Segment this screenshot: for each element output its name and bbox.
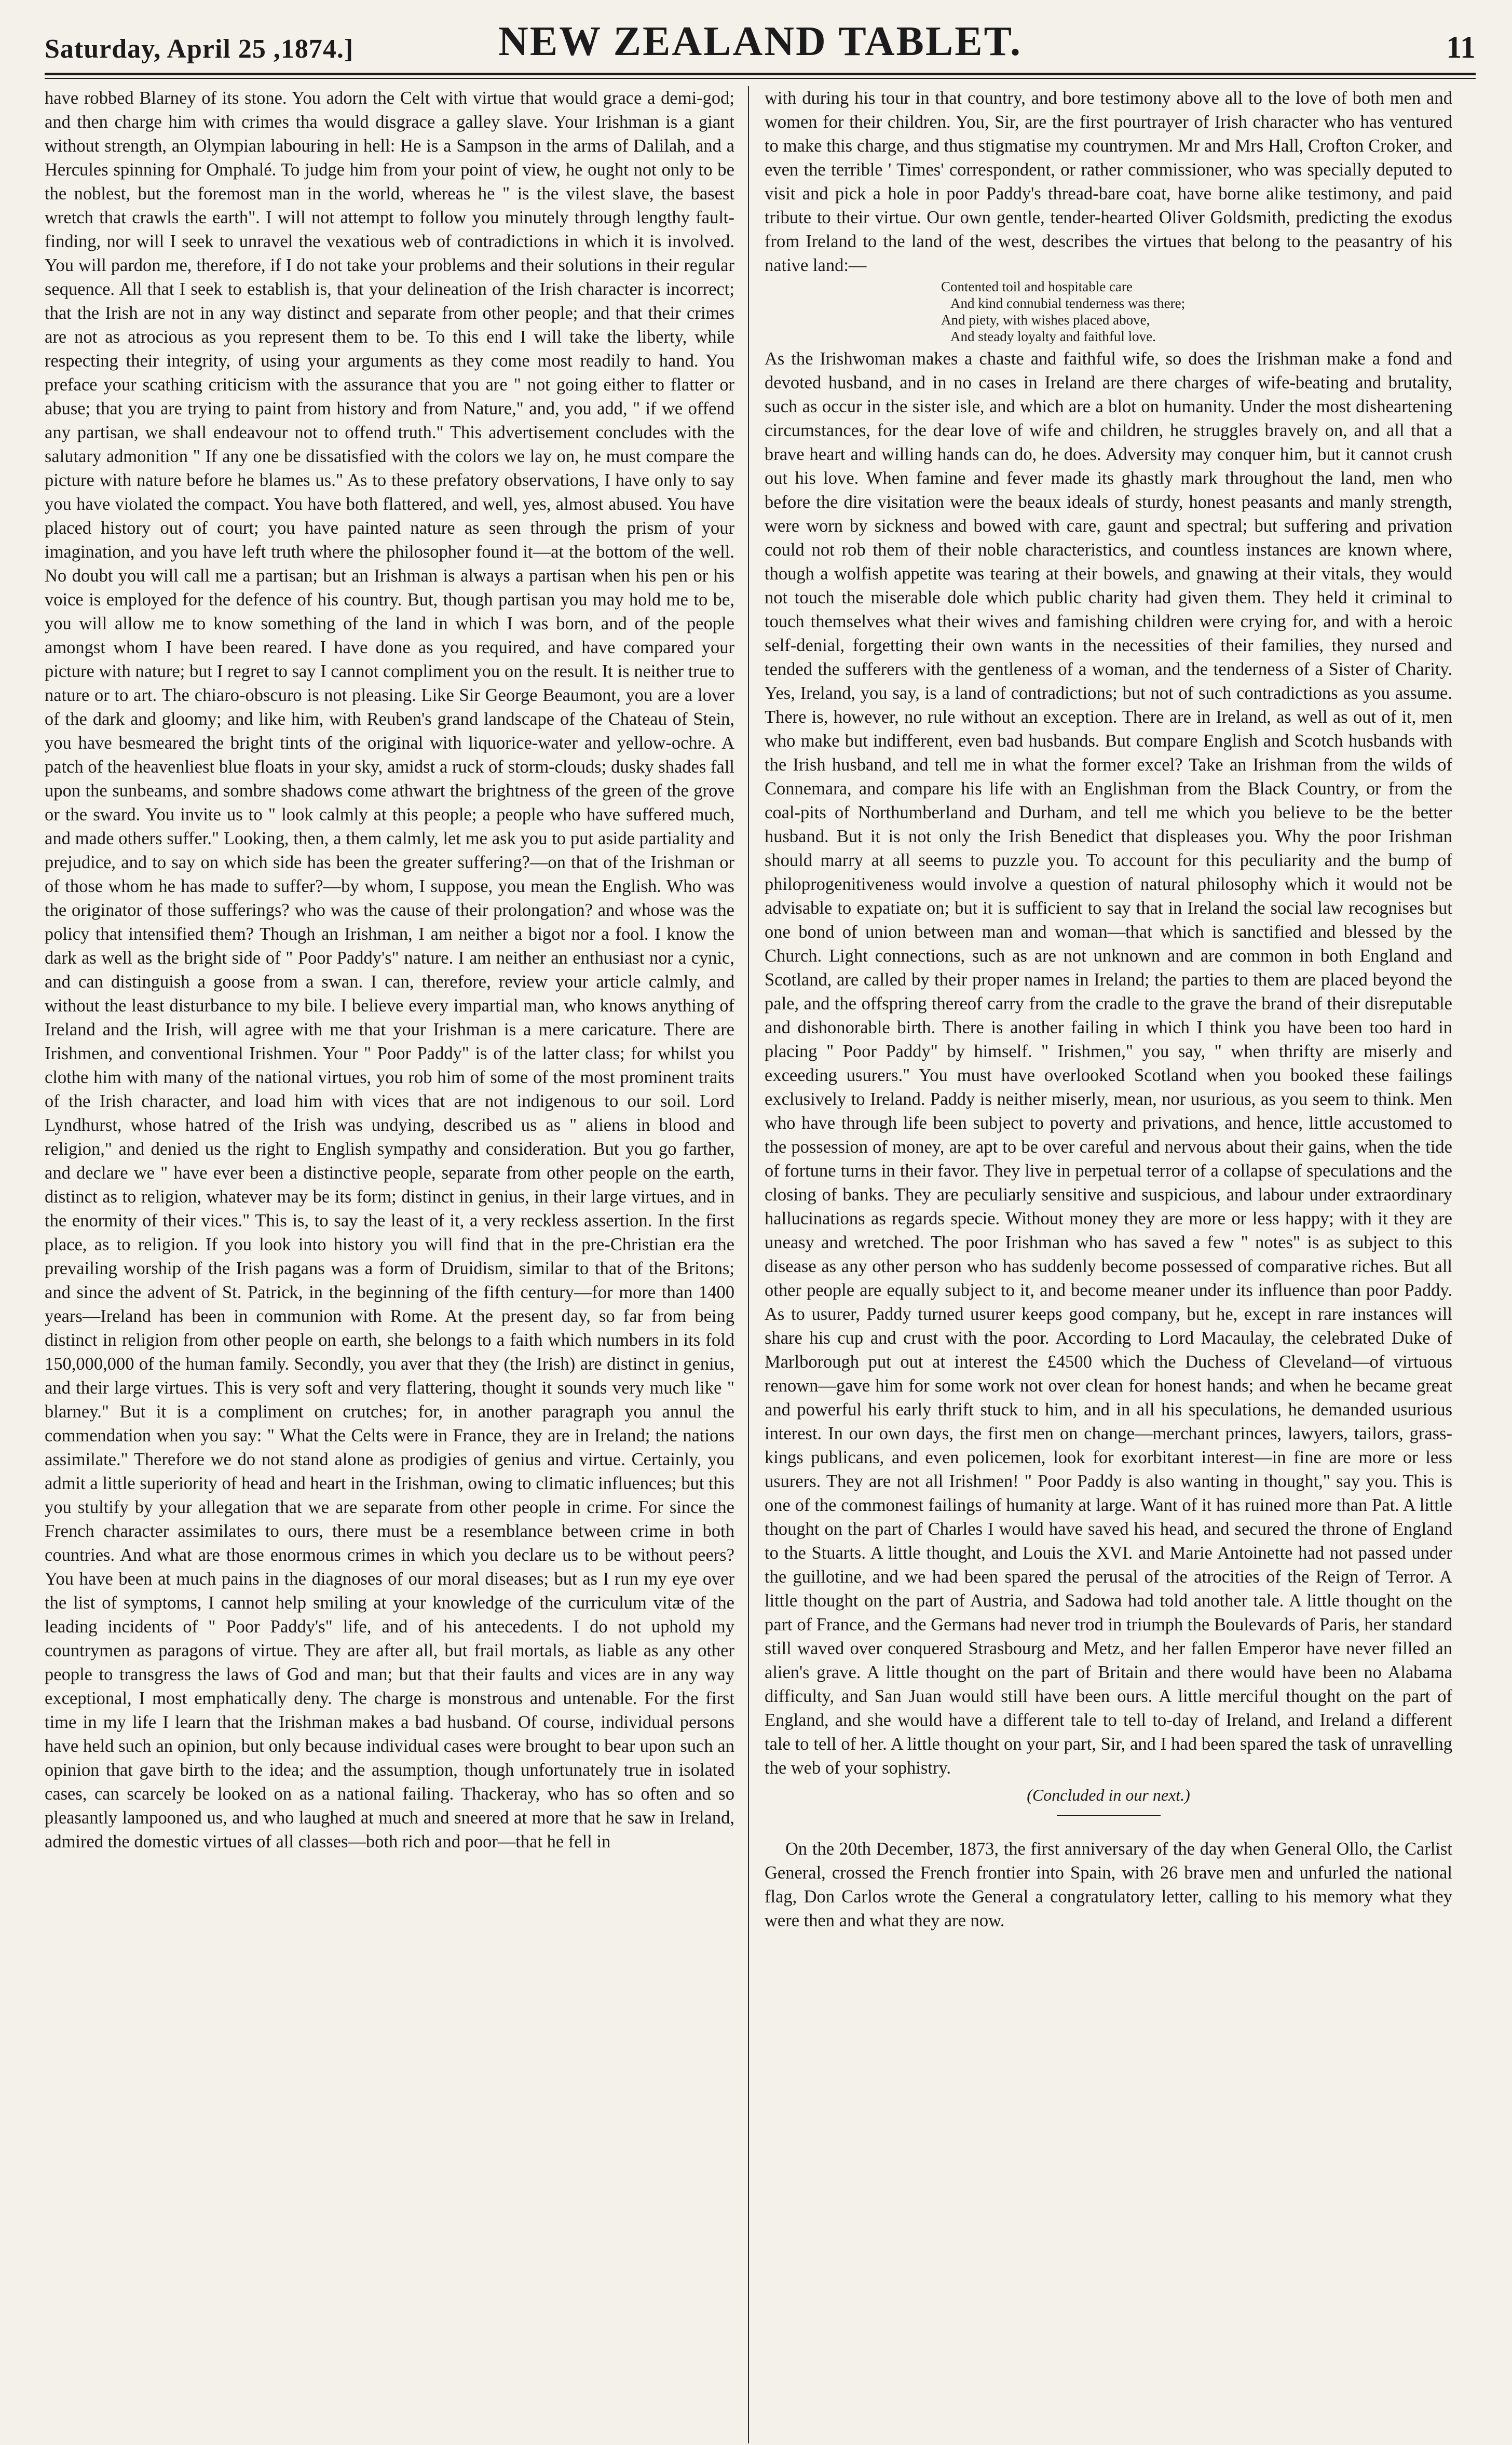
page-number: 11 — [1446, 30, 1476, 64]
article-columns — [45, 86, 1476, 2443]
masthead-rule-thin — [45, 78, 1476, 79]
issue-date: Saturday, April 25 ,1874.] — [45, 34, 354, 64]
masthead-rule — [45, 73, 1476, 75]
left-column-text: have robbed Blarney of its stone. You adorn the Celt with virtue that would grace a demi-god; and then charge him with crimes tha would disgrace a galley slave. Your Irishman is a giant without strength, an Olympian labouring in hell: He is a Sampson in the arms of Dalilah, and a Hercules spinning for Omphalé. To judge him from your point of view, he ought not only to be the noblest, but the foremost man in the world, whereas he " is the vilest slave, the basest wretch that crawls the earth". I will not attempt to follow you minutely through lengthy fault-finding, nor will I seek to unravel the vexatious web of contradictions in which it is involved. You will pardon me, therefore, if I do not take your problems and their solutions in their regular sequence. All that I seek to establish is, that your delineation of the Irish character is incorrect; that the Irish are not in any way distinct and separate from other people; and that their crimes are not as atrocious as you represent them to be. To this end I will take the liberty, while respecting their integrity, of using your arguments as they come most readily to hand. You preface your scathing criticism with the assurance that you are " not going either to flatter or abuse; that you are trying to paint from history and from Nature," and, you add, " if we offend any partisan, we shall endeavour not to offend truth." This advertisement concludes with the salutary admonition " If any one be dissatisfied with the colors we lay on, he must compare the picture with nature before he blames us." As to these prefatory observations, I have only to say you have violated the compact. You have both flattered, and well, yes, almost abused. You have placed history out of court; you have painted nature as seen through the prism of your imagination, and you have left truth where the philosopher found it—at the bottom of the well. No doubt you will call me a partisan; but an Irishman is always a partisan when his pen or his voice is employed for the defence of his country. But, though partisan you may hold me to be, you will allow me to know something of the land in which I was born, and of the people amongst whom I have been reared. I have done as you required, and have compared your picture with nature; but I regret to say I cannot compliment you on the result. It is neither true to nature or to art. The chiaro-obscuro is not pleasing. Like Sir George Beaumont, you are a lover of the dark and gloomy; and like him, with Reuben's grand landscape of the Chateau of Stein, you have besmeared the bright tints of the original with liquorice-water and yellow-ochre. A patch of the heavenliest blue floats in your sky, amidst a ruck of storm-clouds; dusky shades fall upon the sunbeams, and sombre shadows come athwart the brightness of the green of the grove or the sward. You invite us to " look calmly at this people; a people who have suffered much, and made others suffer." Looking, then, a them calmly, let me ask you to put aside partiality and prejudice, and to say on which side has been the greater suffering?—on that of the Irishman or of those whom he has made to suffer?—by whom, I suppose, you mean the English. Who was the originator of those sufferings? who was the cause of their prolongation? and whose was the policy that intensified them? Though an Irishman, I am neither a bigot nor a fool. I know the dark as well as the bright side of " Poor Paddy's" nature. I am neither an enthusiast nor a cynic, and can distinguish a goose from a swan. I can, therefore, review your article calmly, and without the least disturbance to my bile. I believe every impartial man, who knows anything of Ireland and the Irish, will agree with me that your Irishman is a mere caricature. There are Irishmen, and conventional Irishmen. Your " Poor Paddy" is of the latter class; for whilst you clothe him with many of the national virtues, you rob him of some of the most prominent traits of the Irish character, and load him with vices that are not indigenous to our soil. Lord Lyndhurst, whose hatred of the Irish was undying, described us as " aliens in blood and religion," and denied us the right to English sympathy and consideration. But you go farther, and declare we " have ever been a distinctive people, separate from other people on the earth, distinct as to religion, whatever may be its form; distinct in genius, in their large virtues, and in the enormity of their vices." This is, to say the least of it, a very reckless assertion. In the first place, as to religion. If you look into history you will find that in the pre-Christian era the prevailing worship of the Irish pagans was a form of Druidism, similar to that of the Britons; and since the advent of St. Patrick, in the beginning of the fifth century—for more than 1400 years—Ireland has been in communion with Rome. At the present day, so far from being distinct in religion from other people on earth, she belongs to a faith which numbers in its fold 150,000,000 of the human family. Secondly, you aver that they (the Irish) are distinct in genius, and their large virtues. This is very soft and very flattering, thought it sounds very much like " blarney." But it is a compliment on crutches; for, in another paragraph you annul the commendation when you say: " What the Celts were in France, they are in Ireland; the nations assimilate." Therefore we do not stand alone as prodigies of genius and virtue. Certainly, you admit a little superiority of head and heart in the Irishman, owing to climatic influences; but this you stultify by your allegation that we are separate from other people in crime. For since the French character assimilates to ours, there must be a resemblance between crime in both countries. And what are those enormous crimes in which you declare us to be without peers? You have been at much pains in the diagnoses of our moral diseases; but as I run my eye over the list of symptoms, I cannot help smiling at your knowledge of the curriculum vitæ of the leading incidents of " Poor Paddy's" life, and of his antecedents. I do not uphold my countrymen as paragons of virtue. They are after all, but frail mortals, as liable as any other people to transgress the laws of God and man; but that their faults and vices are in any way exceptional, I most emphatically deny. The charge is monstrous and untenable. For the first time in my life I learn that the Irishman makes a bad husband. Of course, individual persons have held such an opinion, but only because individual cases were brought to bear upon such an opinion that gave birth to the idea; and the assumption, though unfortunately true in isolated cases, can scarcely be looked on as a national failing. Thackeray, who has so often and so pleasantly lampooned us, and who laughed at much and sneered at more that he saw in Ireland, admired the domestic virtues of all classes—both rich and poor—that he fell in — [45, 88, 734, 1852]
right-paragraph-1: with during his tour in that country, and bore testimony above all to the love of both men and women for their children. You, Sir, are the first pourtrayer of Irish character who has ventured to make this charge, and thus stigmatise my countrymen. Mr and Mrs Hall, Crofton Croker, and even the terrible ' Times' correspondent, or rather commissioner, who was specially deputed to visit and pick a hole in poor Paddy's thread-bare coat, have borne alike testimony, and paid tribute to their virtue. Our own gentle, tender-hearted Oliver Goldsmith, predicting the exodus from Ireland to the land of the west, describes the virtues that belong to the peasantry of his native land:— — [765, 88, 1452, 275]
left-column — [45, 86, 748, 2443]
article-end-rule — [1057, 1815, 1161, 1816]
goldsmith-verse — [941, 278, 1452, 345]
news-item-don-carlos: On the 20th December, 1873, the first anniversary of the day when General Ollo, the Carlist General, crossed the French frontier into Spain, with 26 brave men and unfurled the national flag, Don Carlos wrote the General a congratulatory letter, calling to his memory what they were then and what they are now. — [765, 1839, 1452, 1930]
verse-line: And steady loyalty and faithful love. — [950, 329, 1156, 344]
right-column — [749, 86, 1452, 2443]
verse-line: Contented toil and hospitable care — [941, 279, 1133, 294]
right-paragraph-2: As the Irishwoman makes a chaste and faithful wife, so does the Irishman make a fond and devoted husband, and in no cases in Ireland are there charges of wife-beating and brutality, such as occur in the sister isle, and which are a blot on humanity. Under the most disheartening circumstances, for the dear love of wife and children, he struggles bravely on, and all that a brave heart and willing hands can do, he does. Adversity may conquer him, but it cannot crush out his love. When famine and fever made its ghastly mark throughout the land, men who before the dire visitation were the beaux ideals of sturdy, honest peasants and manly strength, were worn by sickness and bowed with care, gaunt and spectral; but suffering and privation could not rob them of their noble characteristics, and countless instances are known where, though a wolfish appetite was tearing at their bowels, and gnawing at their vitals, they would not touch the miserable dole which public charity had given them. They held it criminal to touch themselves what their wives and famishing children were crying for, and with a heroic self-denial, forgetting their own wants in the necessities of their families, they nursed and tended the sufferers with the gentleness of a woman, and the tenderness of a Sister of Charity. Yes, Ireland, you say, is a land of contradictions; but not of such contradictions as you assume. There is, however, no rule without an exception. There are in Ireland, as well as out of it, men who make but indifferent, even bad husbands. But compare English and Scotch husbands with the Irish husband, and tell me in what the former excel? Take an Irishman from the wilds of Connemara, and compare his life with an Englishman from the Black Country, or from the coal-pits of Northumberland and Durham, and tell me which you believe to be the better husband. But it is not only the Irish Benedict that displeases you. Why the poor Irishman should marry at all seems to puzzle you. To account for this peculiarity and the bump of philoprogenitiveness would involve a question of natural philosophy which it would not be advisable to expatiate on; but it is sufficient to say that in Ireland the social law recognises but one bond of union between man and woman—that which is sanctified and blessed by the Church. Light connections, such as are not unknown and are common in both England and Scotland, are called by their proper names in Ireland; the parties to them are placed beyond the pale, and the offspring thereof carry from the cradle to the grave the brand of their disreputable and dishonorable birth. There is another failing in which I think you have been too hard in placing " Poor Paddy" by himself. " Irishmen," you say, " when thrifty are miserly and exceeding usurers." You must have overlooked Scotland when you booked these failings exclusively to Ireland. Paddy is neither miserly, mean, nor usurious, as you seem to think. Men who have through life been subject to poverty and privations, and hence, little accustomed to the possession of money, are apt to be over careful and nervous about their gains, when the tide of fortune turns in their favor. They live in perpetual terror of a collapse of speculations and the closing of banks. They are peculiarly sensitive and suspicious, and labour under extraordinary hallucinations as regards specie. Without money they are more or less happy; with it they are uneasy and wretched. The poor Irishman who has saved a few " notes" is as subject to this disease as any other person who has suddenly become possessed of comparative riches. But all other people are equally subject to it, and become meaner under its influence than poor Paddy. As to usurer, Paddy turned usurer keeps good company, but he, except in rare instances will share his cup and crust with the poor. According to Lord Macaulay, the celebrated Duke of Marlborough put out at interest the £4500 which the Duchess of Cleveland—of virtuous renown—gave him for some work not over clean for honest hands; and when he became great and powerful his early thrift stuck to him, and in all his speculations, he demanded usurious interest. In our own days, the first men on change—merchant princes, lawyers, tailors, grass-kings publicans, and even policemen, look for exorbitant interest—in fine are more or less usurers. They are not all Irishmen! " Poor Paddy is also wanting in thought," say you. This is one of the commonest failings of humanity at large. Want of it has ruined more than Pat. A little thought on the part of Charles I would have saved his head, and secured the throne of England to the Stuarts. A little thought, and Louis the XVI. and Marie Antoinette had not passed under the guillotine, and we had been spared the perusal of the atrocities of the Reign of Terror. A little thought on the part of Austria, and Sadowa had told another tale. A little thought on the part of France, and the Germans had never trod in triumph the Boulevards of Paris, her standard still waved over conquered Strasbourg and Metz, and her fallen Emperor have never filled an alien's grave. A little thought on the part of Britain and there would have been no Alabama difficulty, and San Juan would still have been ours. A little merciful thought on the part of England, and she would have a different tale to tell to-day of Ireland, and Ireland a different tale to tell of her. A little thought on your part, Sir, and I had been spared the task of unravelling the web of your sophistry. — [765, 349, 1452, 1778]
verse-line: And kind connubial tenderness was there; — [950, 295, 1186, 311]
masthead — [45, 10, 1476, 72]
newspaper-title: NEW ZEALAND TABLET. — [498, 19, 1023, 64]
concluded-note: (Concluded in our next.) — [1027, 1786, 1190, 1804]
verse-line: And piety, with wishes placed above, — [941, 312, 1150, 328]
